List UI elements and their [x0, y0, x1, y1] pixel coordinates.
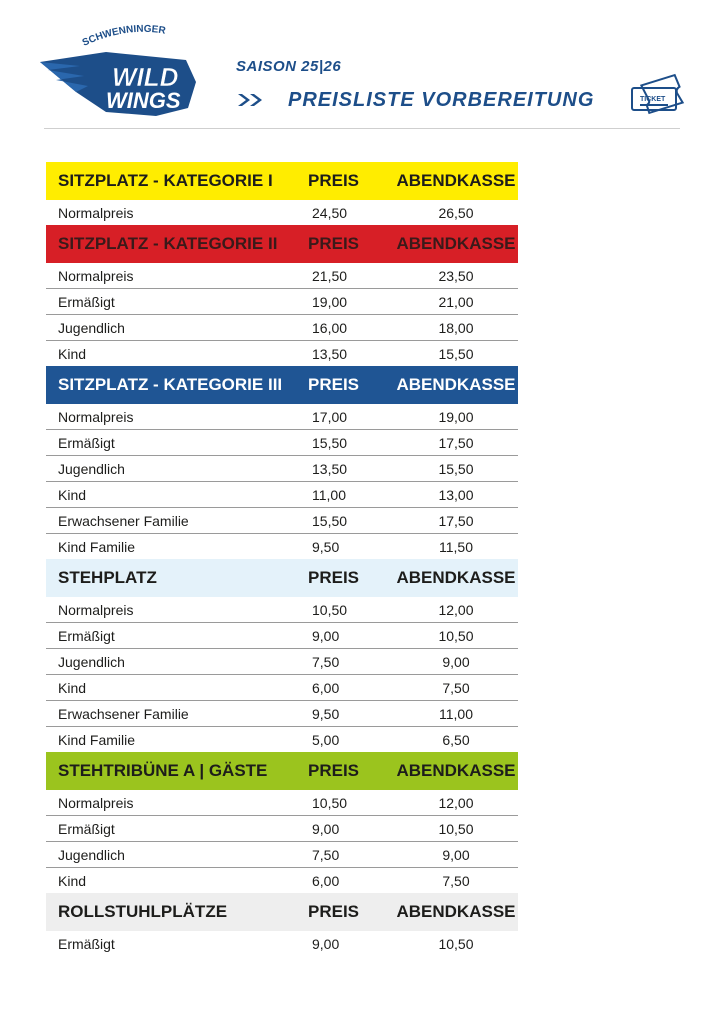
ticket-type: Normalpreis: [58, 267, 134, 284]
price-value: 9,50: [312, 538, 340, 555]
price-value: 15,50: [312, 512, 348, 529]
price-value: 6,00: [312, 872, 340, 889]
price-column-label: PREIS: [308, 171, 360, 190]
category-title: ROLLSTUHLPLÄTZE: [58, 902, 228, 921]
price-column-label: PREIS: [308, 568, 360, 587]
season-label: SAISON 25|26: [236, 58, 342, 75]
box-office-value: 10,50: [438, 820, 474, 837]
ticket-type: Ermäßigt: [58, 627, 115, 644]
price-table: [46, 162, 518, 956]
table-row: [46, 931, 518, 956]
box-office-value: 26,50: [438, 204, 474, 221]
box-office-value: 11,50: [439, 538, 473, 555]
ticket-type: Normalpreis: [58, 408, 134, 425]
box-office-value: 18,00: [438, 319, 474, 336]
ticket-type: Ermäßigt: [58, 434, 115, 451]
price-value: 6,00: [312, 679, 340, 696]
category-header-kategorie-3: [46, 366, 518, 404]
category-header-kategorie-1: [46, 162, 518, 200]
table-row: [46, 675, 518, 701]
table-row: [46, 315, 518, 341]
price-value: 13,50: [312, 460, 348, 477]
logo-line1: WILD: [112, 62, 179, 92]
price-value: 9,00: [312, 627, 340, 644]
price-value: 9,00: [312, 820, 340, 837]
ticket-type: Normalpreis: [58, 601, 134, 618]
price-column-label: PREIS: [308, 375, 360, 394]
double-chevron-icon: [236, 92, 266, 108]
ticket-icon-label: TICKET: [640, 96, 666, 103]
box-office-value: 13,00: [438, 486, 474, 503]
box-office-value: 10,50: [438, 935, 474, 952]
price-value: 10,50: [312, 601, 348, 618]
table-row: [46, 868, 518, 893]
price-column-label: PREIS: [308, 234, 360, 253]
category-rows-stehplatz: [46, 597, 518, 752]
ticket-type: Ermäßigt: [58, 293, 115, 310]
table-row: [46, 649, 518, 675]
table-row: [46, 816, 518, 842]
price-value: 7,50: [312, 846, 340, 863]
box-office-column-label: ABENDKASSE: [396, 761, 516, 780]
category-header-stehplatz: [46, 559, 518, 597]
ticket-type: Kind Familie: [58, 538, 136, 555]
table-row: [46, 842, 518, 868]
ticket-type: Ermäßigt: [58, 935, 115, 952]
box-office-value: 7,50: [442, 679, 470, 696]
box-office-column-label: ABENDKASSE: [396, 375, 516, 394]
box-office-value: 6,50: [442, 731, 470, 748]
ticket-type: Jugendlich: [58, 653, 125, 670]
category-rows-rollstuhl: [46, 931, 518, 956]
table-row: [46, 790, 518, 816]
box-office-value: 11,00: [439, 705, 473, 722]
logo-line2: WINGS: [106, 88, 181, 113]
ticket-type: Erwachsener Familie: [58, 512, 189, 529]
price-value: 11,00: [312, 486, 346, 503]
ticket-type: Jugendlich: [58, 460, 125, 477]
ticket-type: Kind: [58, 486, 87, 503]
table-row: [46, 341, 518, 366]
category-header-rollstuhl: [46, 893, 518, 931]
price-value: 19,00: [312, 293, 348, 310]
table-row: [46, 623, 518, 649]
category-rows-stehtribuene: [46, 790, 518, 893]
table-row: [46, 482, 518, 508]
table-row: [46, 200, 518, 225]
category-title: SITZPLATZ - KATEGORIE III: [58, 375, 283, 394]
ticket-type: Ermäßigt: [58, 820, 115, 837]
ticket-type: Erwachsener Familie: [58, 705, 189, 722]
category-title: STEHTRIBÜNE A | GÄSTE: [58, 761, 268, 780]
price-value: 15,50: [312, 434, 348, 451]
price-column-label: PREIS: [308, 902, 360, 921]
category-rows-kategorie-3: [46, 404, 518, 559]
svg-text:SCHWENNINGER: [81, 24, 167, 49]
box-office-column-label: ABENDKASSE: [396, 171, 516, 190]
ticket-type: Normalpreis: [58, 204, 134, 221]
box-office-value: 12,00: [438, 794, 474, 811]
box-office-value: 10,50: [438, 627, 474, 644]
logo-arc-text: SCHWENNINGER: [80, 23, 167, 49]
table-row: [46, 263, 518, 289]
ticket-type: Jugendlich: [58, 319, 125, 336]
box-office-value: 17,50: [438, 434, 474, 451]
box-office-value: 9,00: [442, 653, 470, 670]
ticket-type: Jugendlich: [58, 846, 125, 863]
box-office-value: 7,50: [442, 872, 470, 889]
box-office-value: 19,00: [438, 408, 474, 425]
ticket-type: Kind: [58, 345, 87, 362]
box-office-value: 21,00: [438, 293, 474, 310]
table-row: [46, 727, 518, 752]
table-row: [46, 701, 518, 727]
ticket-icon: [628, 70, 686, 118]
box-office-column-label: ABENDKASSE: [396, 902, 516, 921]
category-header-stehtribuene: [46, 752, 518, 790]
table-row: [46, 597, 518, 623]
box-office-column-label: ABENDKASSE: [396, 234, 516, 253]
category-title: STEHPLATZ: [58, 568, 157, 587]
table-row: [46, 508, 518, 534]
table-row: [46, 430, 518, 456]
price-value: 21,50: [312, 267, 348, 284]
price-value: 7,50: [312, 653, 340, 670]
wild-wings-logo: [36, 22, 206, 126]
price-value: 9,00: [312, 935, 340, 952]
box-office-value: 17,50: [438, 512, 474, 529]
category-title: SITZPLATZ - KATEGORIE I: [58, 171, 273, 190]
price-value: 24,50: [312, 204, 348, 221]
price-value: 17,00: [312, 408, 348, 425]
table-row: [46, 404, 518, 430]
page-title: PREISLISTE VORBEREITUNG: [288, 89, 595, 111]
category-rows-kategorie-1: [46, 200, 518, 225]
price-value: 10,50: [312, 794, 348, 811]
price-value: 9,50: [312, 705, 340, 722]
ticket-type: Normalpreis: [58, 794, 134, 811]
ticket-type: Kind: [58, 679, 87, 696]
header-divider: [44, 128, 680, 129]
ticket-type: Kind Familie: [58, 731, 136, 748]
box-office-value: 15,50: [438, 345, 474, 362]
box-office-value: 12,00: [438, 601, 474, 618]
price-column-label: PREIS: [308, 761, 360, 780]
category-rows-kategorie-2: [46, 263, 518, 366]
price-value: 5,00: [312, 731, 340, 748]
box-office-value: 23,50: [438, 267, 474, 284]
price-value: 13,50: [312, 345, 348, 362]
table-row: [46, 289, 518, 315]
box-office-value: 15,50: [438, 460, 474, 477]
box-office-column-label: ABENDKASSE: [396, 568, 516, 587]
price-value: 16,00: [312, 319, 348, 336]
table-row: [46, 456, 518, 482]
ticket-type: Kind: [58, 872, 87, 889]
category-header-kategorie-2: [46, 225, 518, 263]
table-row: [46, 534, 518, 559]
box-office-value: 9,00: [442, 846, 470, 863]
category-title: SITZPLATZ - KATEGORIE II: [58, 234, 278, 253]
